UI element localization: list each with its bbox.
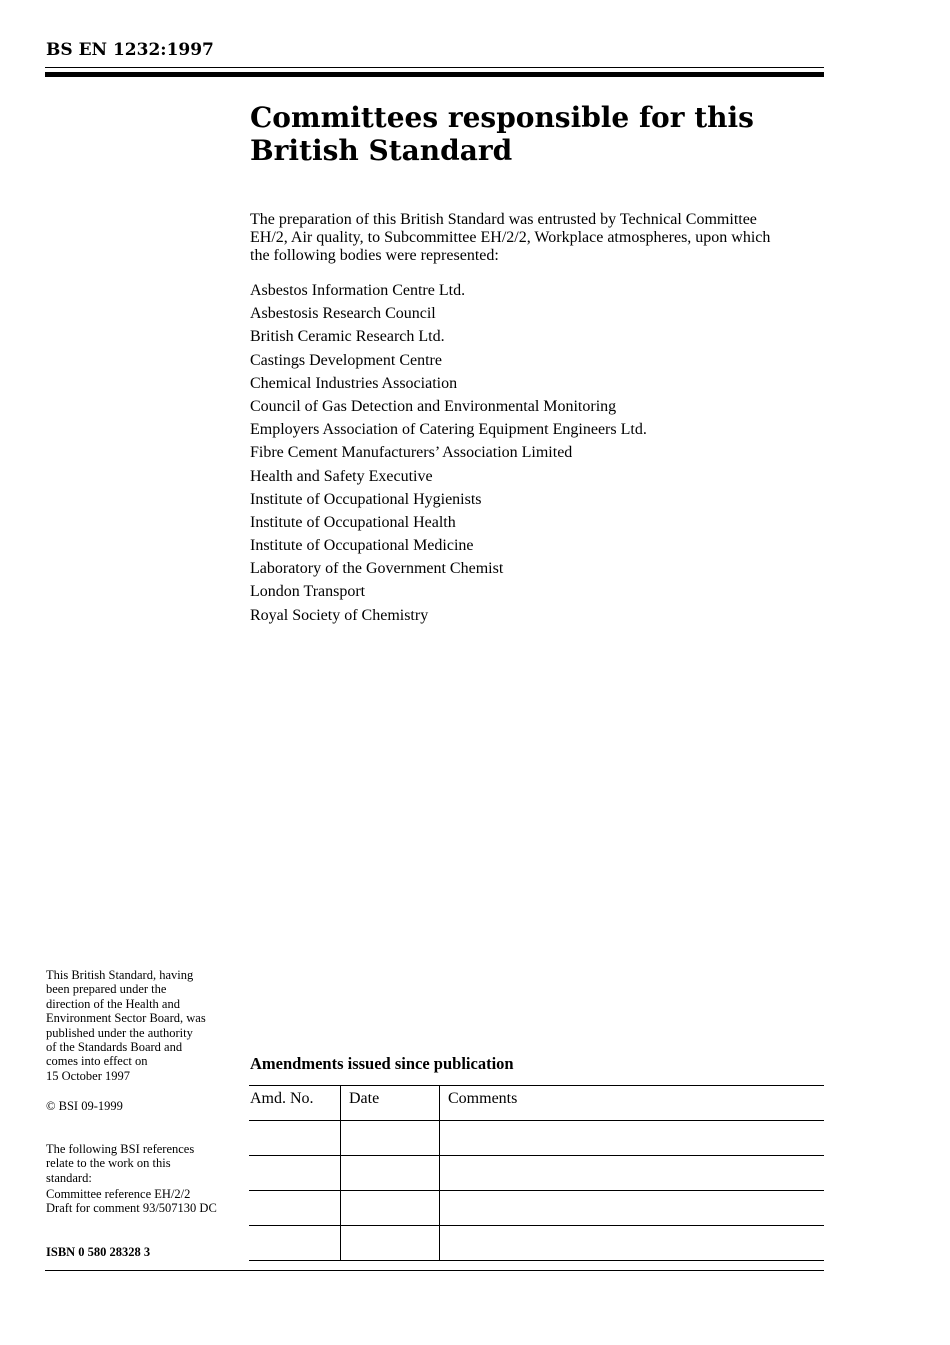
notice-line: direction of the Health and [46,996,180,1011]
table-header-row [249,1086,824,1121]
list-item: Chemical Industries Association [250,374,458,392]
copyright-notice: © BSI 09-1999 [46,1099,123,1113]
refs-intro-line: The following BSI references [46,1142,195,1156]
notice-line: 15 October 1997 [46,1068,131,1083]
list-item: Asbestos Information Centre Ltd. [250,282,466,299]
refs-intro-line: standard: [46,1170,92,1185]
list-item: Asbestosis Research Council [250,305,436,323]
header-rule-thick [45,72,824,77]
intro-paragraph: The preparation of this British Standard was entrusted by Technical Committee EH/2, Air quality, to Subcommittee EH/2/2, Workplace atmospheres, upon which the following bodies were represented: [250,211,771,264]
table-cell [249,1191,341,1226]
list-item: Fibre Cement Manufacturers’ Association Limited [250,444,573,462]
committee-reference: Committee reference EH/2/2 [46,1187,191,1201]
column-header-comments: Comments [440,1086,825,1121]
table-row [249,1191,824,1226]
isbn: ISBN 0 580 28328 3 [46,1245,151,1259]
table-cell [341,1226,440,1261]
draft-reference: Draft for comment 93/507130 DC [46,1201,217,1216]
notice-line: published under the authority [46,1025,193,1040]
document-id: BS EN 1232:1997 [46,40,214,60]
represented-bodies-list [250,281,647,629]
list-item: Institute of Occupational Hygienists [250,490,482,508]
notice-line: been prepared under the [46,982,167,997]
column-header-amd-no: Amd. No. [249,1086,341,1121]
list-item: Institute of Occupational Health [250,513,456,531]
isbn-rule [45,1270,249,1271]
table-cell [440,1121,825,1156]
column-header-date: Date [341,1086,440,1121]
publication-notice [46,968,246,1083]
page-title [250,101,810,167]
list-item: British Ceramic Research Ltd. [250,328,445,346]
table-cell [341,1156,440,1191]
table-cell [249,1121,341,1156]
table-cell [249,1226,341,1261]
title-line-2: British Standard [250,134,513,167]
bsi-references [46,1187,246,1216]
notice-line: Environment Sector Board, was [46,1011,206,1026]
title-line-1: Committees responsible for this [250,101,754,134]
notice-line: comes into effect on [46,1054,148,1069]
table-cell [440,1191,825,1226]
bsi-references-intro [46,1142,246,1185]
table-row [249,1226,824,1261]
list-item: London Transport [250,583,366,601]
table-cell [341,1191,440,1226]
list-item: Castings Development Centre [250,351,442,369]
table-cell [440,1156,825,1191]
list-item: Institute of Occupational Medicine [250,537,474,555]
list-item: Health and Safety Executive [250,467,433,485]
table-cell [341,1121,440,1156]
amendments-heading: Amendments issued since publication [250,1054,514,1073]
list-item: Employers Association of Catering Equipment Engineers Ltd. [250,421,647,439]
list-item: Council of Gas Detection and Environmental Monitoring [250,397,617,415]
list-item: Royal Society of Chemistry [250,606,429,624]
notice-line: This British Standard, having [46,968,194,982]
bottom-rule [249,1270,824,1271]
refs-intro-line: relate to the work on this [46,1156,171,1171]
table-row [249,1121,824,1156]
header-rule-thin [45,67,824,68]
table-row [249,1156,824,1191]
notice-line: of the Standards Board and [46,1040,183,1055]
table-cell [440,1226,825,1261]
table-cell [249,1156,341,1191]
list-item: Laboratory of the Government Chemist [250,560,504,578]
amendments-table [249,1085,824,1261]
